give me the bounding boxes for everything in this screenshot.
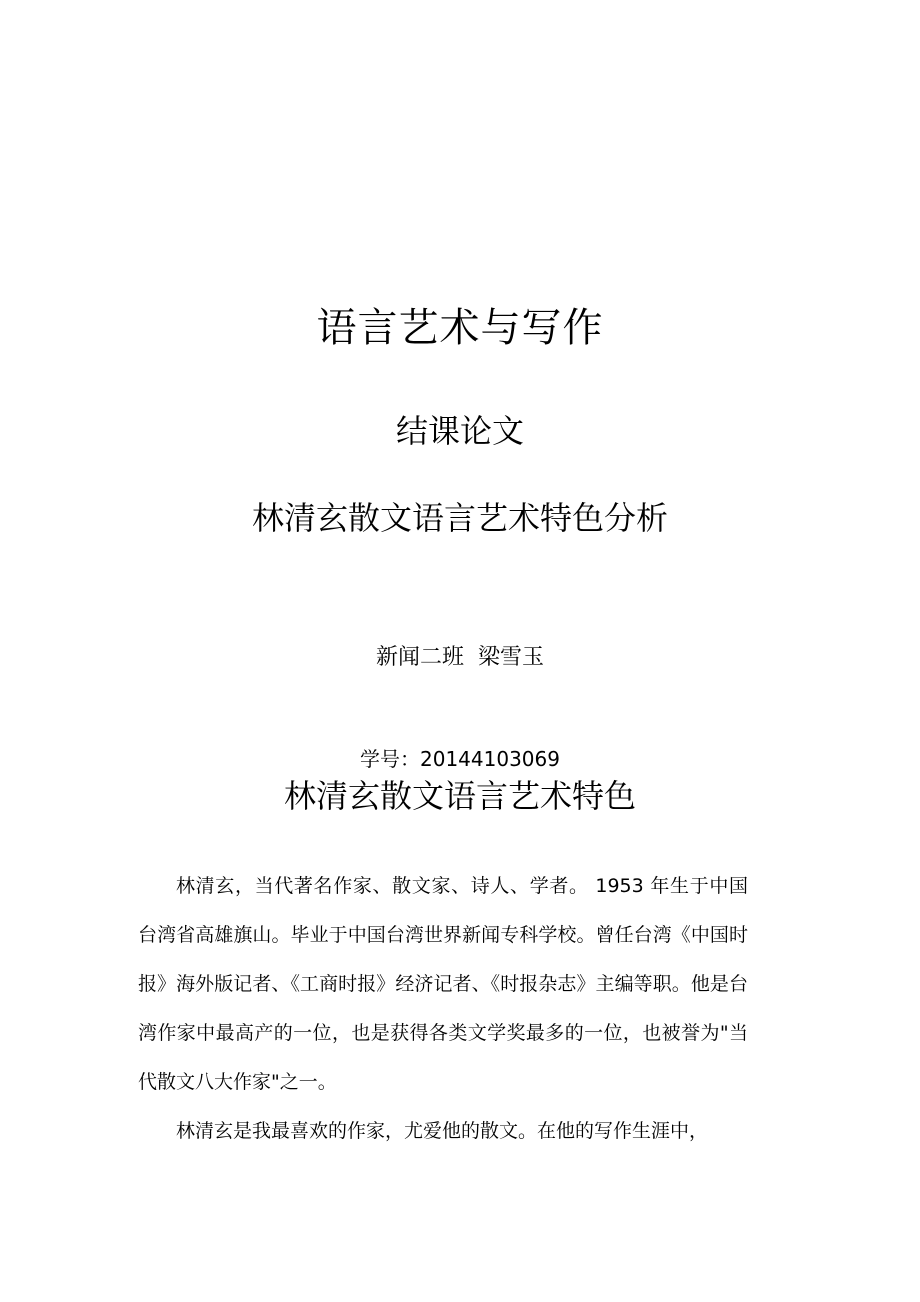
student-id-label: 学号： (360, 747, 420, 771)
author-name: 梁雪玉 (478, 645, 545, 670)
paper-title: 林清玄散文语言艺术特色分析 (251, 499, 668, 537)
student-id-value: 20144103069 (420, 747, 560, 771)
body-heading: 林清玄散文语言艺术特色 (283, 777, 636, 815)
paragraph: 林清玄，当代著名作家、散文家、诗人、学者。 1953 年生于中国台湾省高雄旗山。毕业于中国台湾世界新闻专科学校。曾任台湾《中国时报》海外版记者、《工商时报》经济记者、《时报杂志》主编等职。他是台湾作家中最高产的一位，也是获得各类文学奖最多的一位，也被誉为"当代散文八大作家"之一。 (138, 875, 748, 1093)
course-title: 语言艺术与写作 (316, 305, 604, 351)
paper-type: 结课论文 (395, 412, 524, 450)
class-name: 新闻二班 (375, 645, 464, 670)
student-id-line (0, 749, 920, 769)
paragraph: 林清玄是我最喜欢的作家，尤爱他的散文。在他的写作生涯中， (176, 1120, 709, 1142)
author-line (0, 647, 920, 669)
body-text (138, 862, 748, 1156)
